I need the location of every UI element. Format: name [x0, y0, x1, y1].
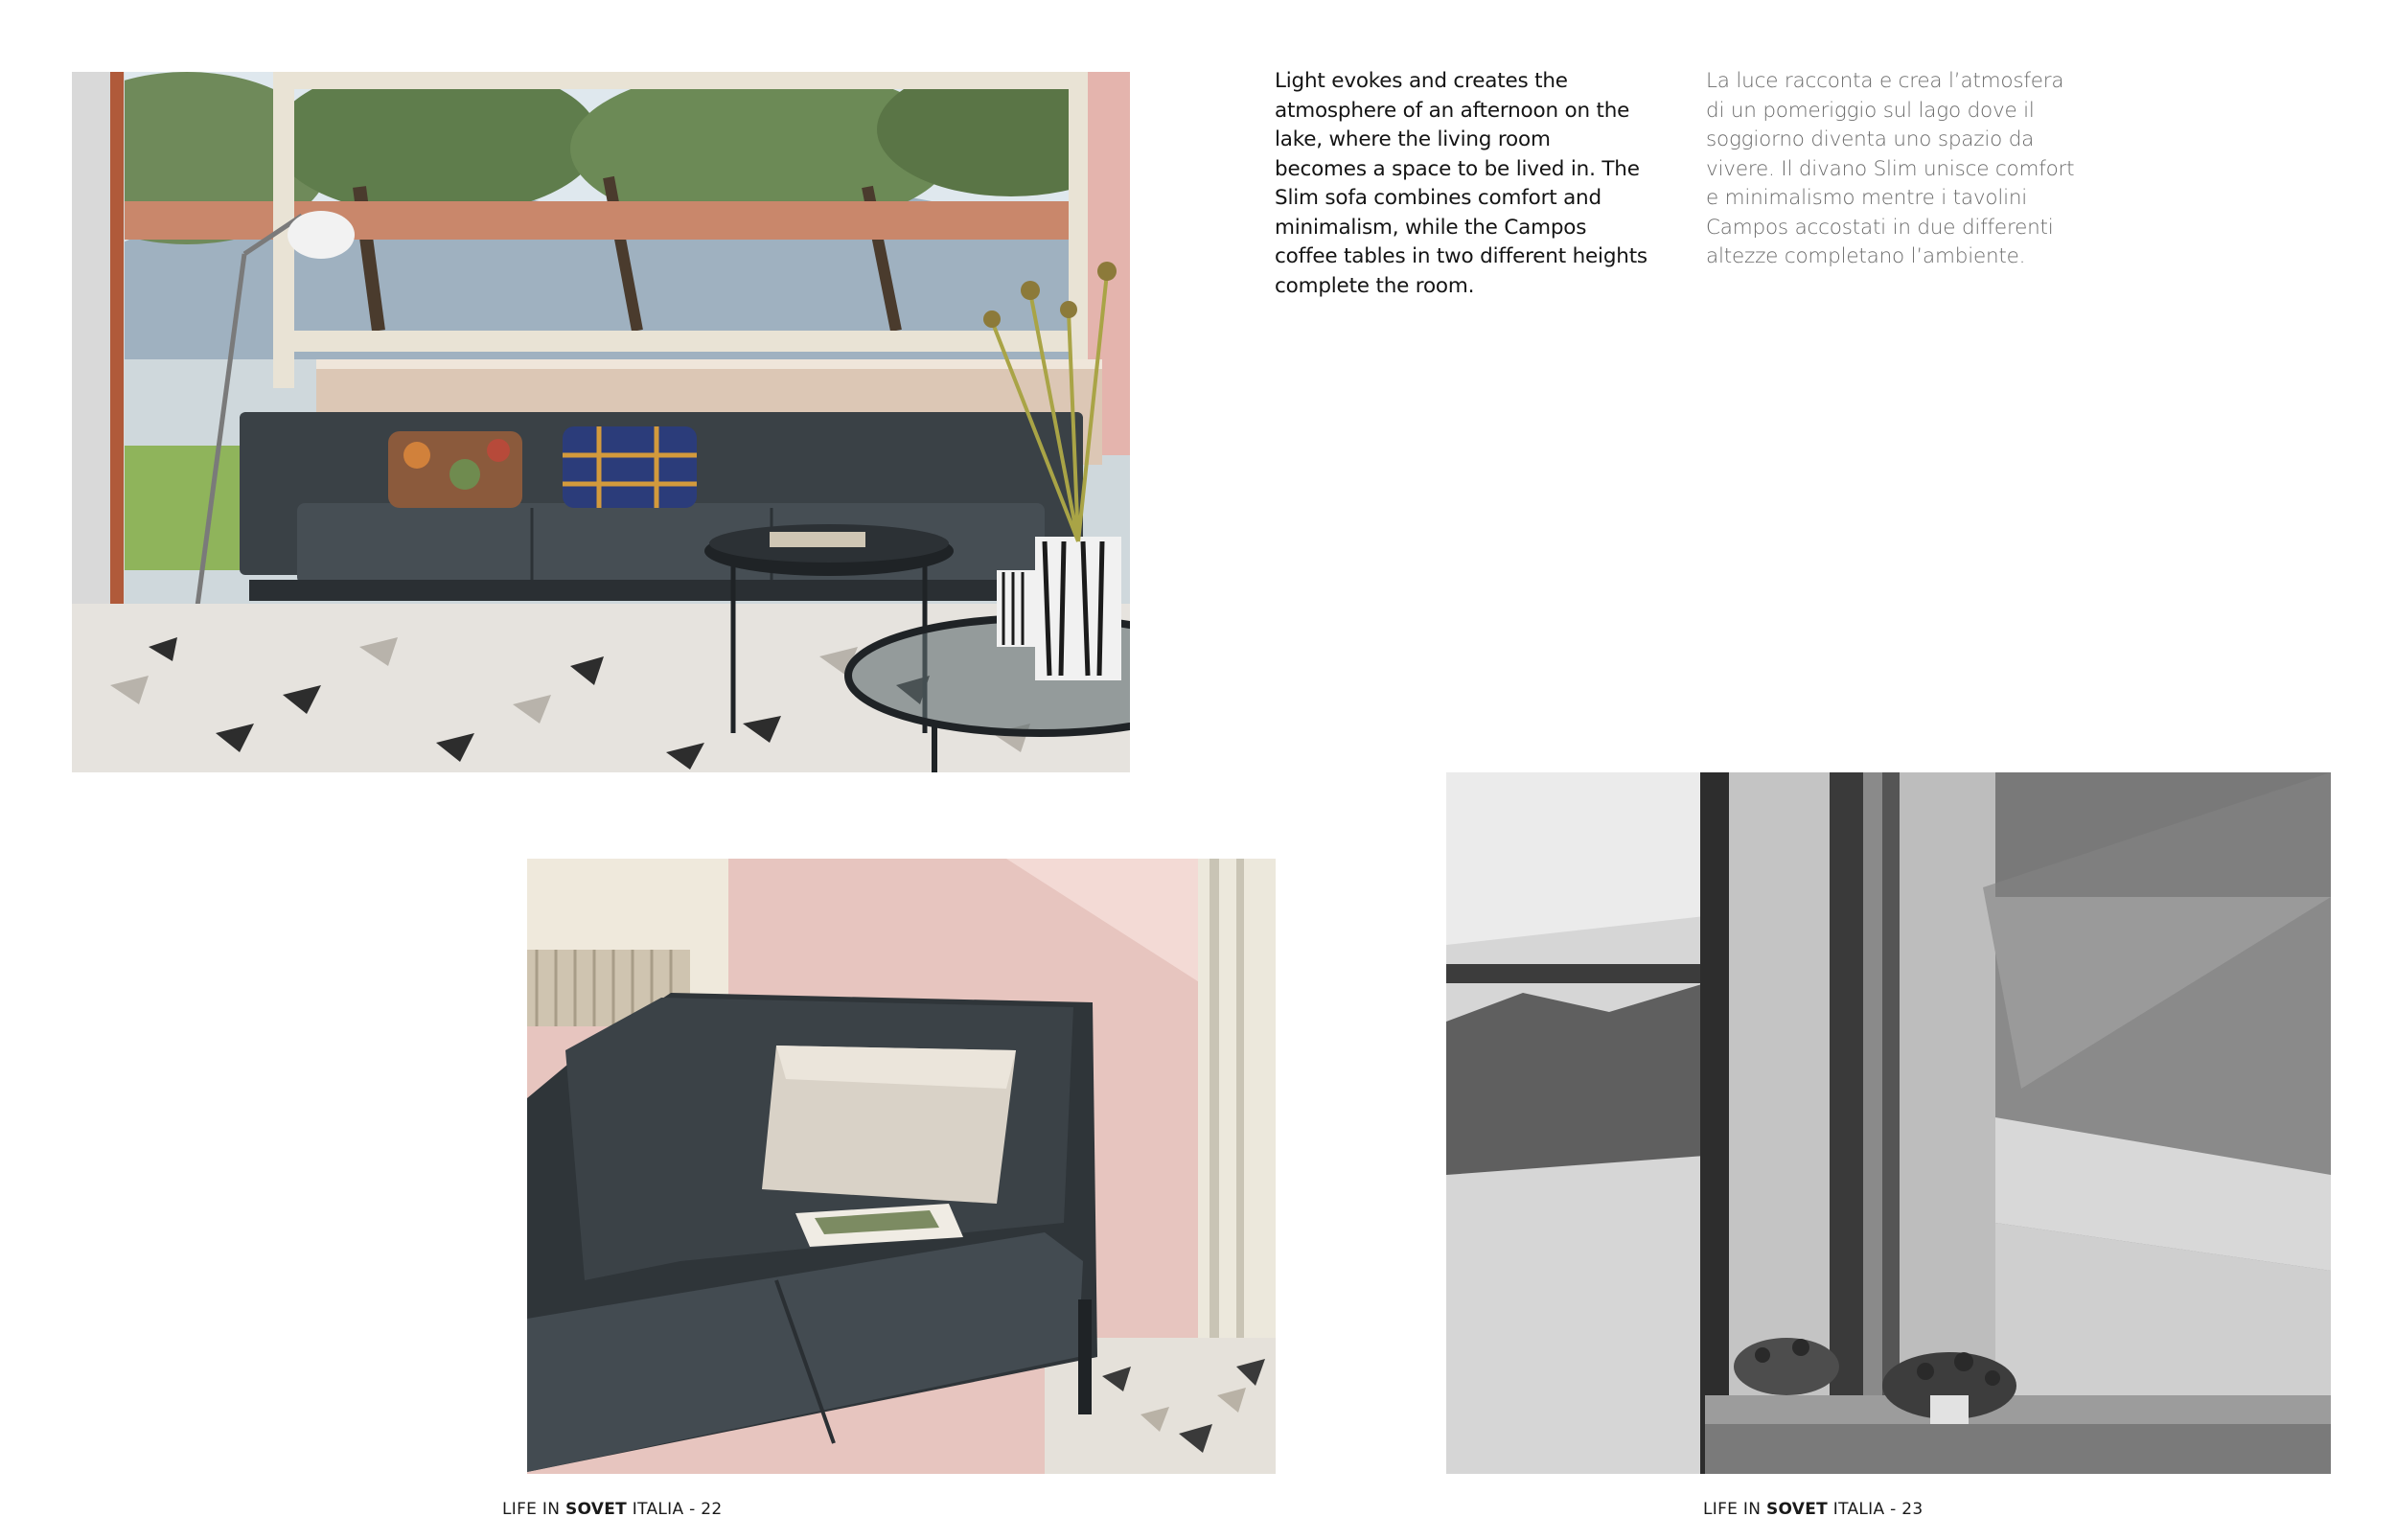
page-footer-right: [1703, 1500, 1923, 1519]
sofa-closeup-illustration: [527, 859, 1276, 1474]
living-room-photo: [72, 72, 1130, 772]
footer-suffix: ITALIA - 23: [1828, 1500, 1924, 1519]
footer-prefix: LIFE IN: [1703, 1500, 1766, 1519]
living-room-illustration: [72, 72, 1130, 772]
window-detail-photo: [1446, 772, 2331, 1474]
sofa-closeup-photo: [527, 859, 1276, 1474]
english-caption: Light evokes and creates the atmosphere of an afternoon on the lake, where the living room becomes a space to be lived in. The Slim sofa combines comfort and minimalism, while the Campos coffee tables in two different heights complete the room.: [1275, 69, 1647, 298]
footer-brand: SOVET: [564, 1500, 628, 1519]
italian-caption: La luce racconta e crea l’atmosfera di un pomeriggio sul lago dove il soggiorno diventa uno spazio da vivere. Il divano Slim unisce comfort e minimalismo mentre i tavolini Campos accostati in due differenti altezze completano l’ambiente.: [1706, 69, 2075, 268]
footer-prefix: LIFE IN: [502, 1500, 565, 1519]
footer-brand: SOVET: [1765, 1500, 1829, 1519]
footer-suffix: ITALIA - 22: [627, 1500, 723, 1519]
window-detail-illustration: [1446, 772, 2331, 1474]
page-footer-left: [502, 1500, 722, 1519]
